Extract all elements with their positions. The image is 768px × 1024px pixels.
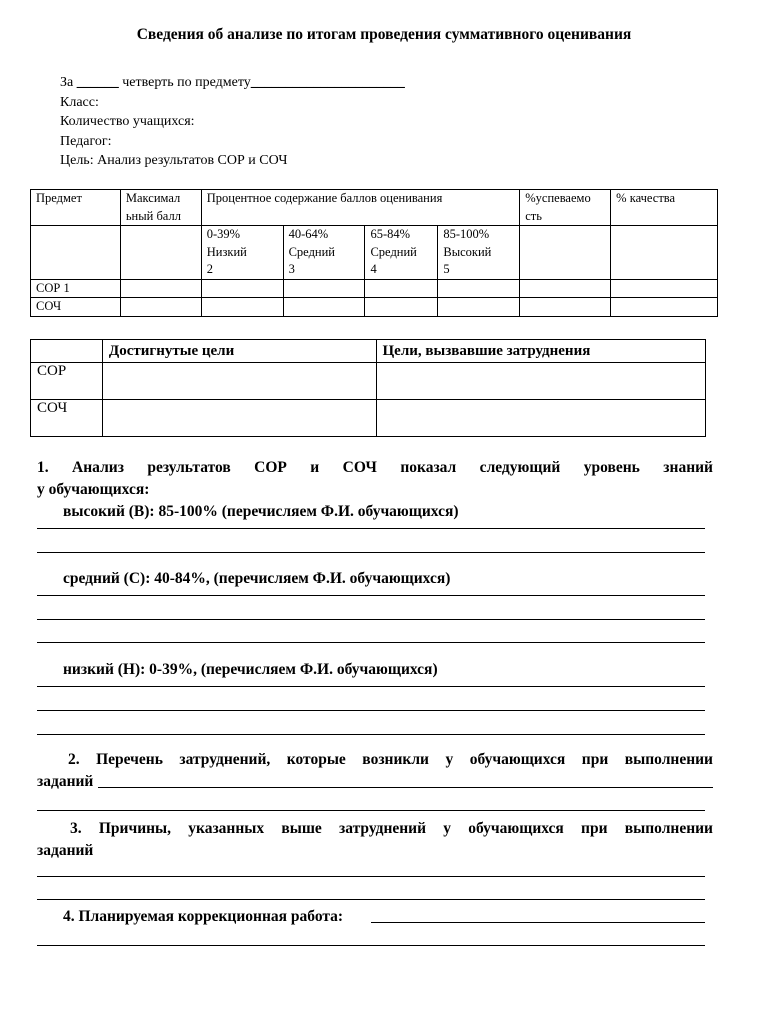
results-table (30, 189, 718, 317)
header-max-score: Максимал ьный балл (120, 190, 201, 226)
table-cell[interactable] (376, 363, 705, 400)
results-row-soch (31, 298, 718, 317)
section-1-heading-cont: у обучающихся: (37, 481, 150, 498)
table-cell[interactable] (365, 279, 438, 298)
class-label: Класс: (60, 94, 99, 110)
table-cell[interactable] (31, 226, 121, 280)
low-level-label: низкий (Н): 0-39%, (перечисляем Ф.И. обучающихся) (63, 661, 438, 678)
section-2-heading-cont: заданий (37, 773, 94, 790)
table-cell[interactable] (438, 279, 520, 298)
table-cell[interactable] (283, 298, 365, 317)
table-cell[interactable] (102, 400, 376, 437)
section-3-heading: 3. Причины, указанных выше затруднений у обучающихся при выполнении (70, 820, 713, 837)
section-4-heading: 4. Планируемая коррекционная работа: (63, 908, 344, 925)
results-header-row (31, 190, 718, 226)
table-cell[interactable] (120, 226, 201, 280)
table-cell[interactable] (520, 226, 611, 280)
table-cell[interactable] (520, 279, 611, 298)
band-high: 85-100% Высокий 5 (438, 226, 520, 280)
document-meta (60, 73, 405, 171)
section-1-heading: 1. Анализ результатов СОР и СОЧ показал следующий уровень знаний (37, 459, 713, 476)
results-row-sor (31, 279, 718, 298)
answer-line[interactable] (37, 619, 705, 620)
table-cell[interactable] (611, 226, 718, 280)
table-cell[interactable] (120, 279, 201, 298)
goals-table (30, 339, 706, 437)
band-low: 0-39% Низкий 2 (201, 226, 283, 280)
header-subject: Предмет (31, 190, 121, 226)
goal-label: Цель: Анализ результатов СОР и СОЧ (60, 153, 288, 168)
students-label: Количество учащихся: (60, 114, 195, 129)
medium-level-label: средний (С): 40-84%, (перечисляем Ф.И. обучающихся) (63, 570, 451, 587)
row-label: СОЧ (31, 400, 103, 437)
table-cell[interactable] (201, 298, 283, 317)
quarter-line (60, 73, 405, 93)
answer-line[interactable] (37, 595, 705, 596)
table-cell[interactable] (201, 279, 283, 298)
answer-line[interactable] (37, 528, 705, 529)
band-medium-3: 40-64% Средний 3 (283, 226, 365, 280)
table-cell[interactable] (611, 298, 718, 317)
quarter-suffix: четверть по предмету (118, 75, 251, 90)
answer-line[interactable] (37, 810, 705, 811)
goals-row-soch (31, 400, 706, 437)
header-success-rate: %успеваемо сть (520, 190, 611, 226)
table-cell (31, 340, 103, 363)
section-3-heading-cont: заданий (37, 842, 94, 859)
header-achieved-goals: Достигнутые цели (102, 340, 376, 363)
answer-line[interactable] (37, 876, 705, 877)
goals-row-sor (31, 363, 706, 400)
results-band-row (31, 226, 718, 280)
subject-blank: ______________________ (250, 75, 405, 90)
header-difficult-goals: Цели, вызвавшие затруднения (376, 340, 705, 363)
table-cell[interactable] (120, 298, 201, 317)
answer-line[interactable] (37, 945, 705, 946)
answer-line[interactable] (37, 552, 705, 553)
row-label: СОЧ (31, 298, 121, 317)
answer-line[interactable] (37, 710, 705, 711)
table-cell[interactable] (438, 298, 520, 317)
goals-header-row (31, 340, 706, 363)
answer-line[interactable] (98, 787, 713, 788)
header-percent-content: Процентное содержание баллов оценивания (201, 190, 520, 226)
header-quality: % качества (611, 190, 718, 226)
table-cell[interactable] (365, 298, 438, 317)
table-cell[interactable] (520, 298, 611, 317)
quarter-prefix: За (60, 75, 74, 90)
answer-line[interactable] (371, 922, 705, 923)
table-cell[interactable] (102, 363, 376, 400)
table-cell[interactable] (283, 279, 365, 298)
answer-line[interactable] (37, 734, 705, 735)
row-label: СОР (31, 363, 103, 400)
document-title: Сведения об анализе по итогам проведения суммативного оценивания (136, 26, 632, 43)
section-2-heading: 2. Перечень затруднений, которые возникли у обучающихся при выполнении (68, 751, 713, 768)
answer-line[interactable] (37, 642, 705, 643)
row-label: СОР 1 (31, 279, 121, 298)
band-medium-4: 65-84% Средний 4 (365, 226, 438, 280)
answer-line[interactable] (37, 899, 705, 900)
table-cell[interactable] (376, 400, 705, 437)
quarter-blank: ______ (76, 75, 119, 90)
high-level-label: высокий (В): 85-100% (перечисляем Ф.И. обучающихся) (63, 503, 459, 520)
table-cell[interactable] (611, 279, 718, 298)
answer-line[interactable] (37, 686, 705, 687)
teacher-label: Педагог: (60, 133, 112, 149)
